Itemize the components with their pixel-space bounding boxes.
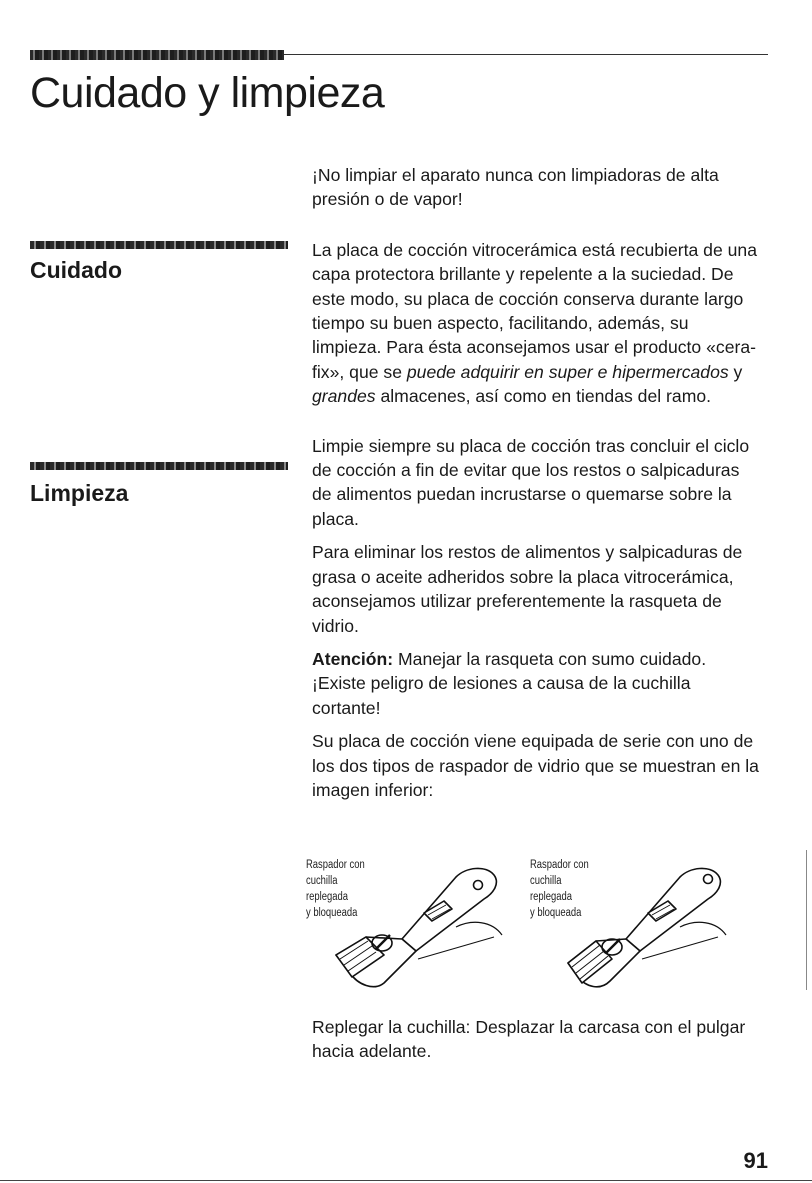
scraper-figure: [306, 855, 756, 1005]
scraper-label: Raspador con cuchilla replegada y bloqueada: [530, 859, 589, 919]
page-edge-line: [806, 850, 807, 990]
section-heading-cuidado: Cuidado: [30, 257, 122, 283]
section-bar-cuidado: [30, 241, 288, 249]
scraper-illustration: [530, 855, 750, 1005]
title-bar-decoration: [30, 50, 284, 60]
title-rule: [284, 54, 768, 55]
attention-label: Atención:: [312, 648, 394, 669]
limpieza-paragraph-4: Su placa de cocción viene equipada de serie con uno de los dos tipos de raspador de vidrio que se muestran en la imagen inferior:: [312, 731, 759, 800]
figure-caption: Replegar la cuchilla: Desplazar la carcasa con el pulgar hacia adelante.: [312, 1017, 746, 1062]
page-title: Cuidado y limpieza: [30, 69, 385, 117]
page-number: 91: [743, 1148, 768, 1173]
limpieza-paragraph-2: Para eliminar los restos de alimentos y salpicaduras de grasa o aceite adheridos sobre la placa vitrocerámica, aconsejamos utilizar preferentemente la rasqueta de vidrio.: [312, 542, 743, 636]
scraper-label: Raspador con cuchilla replegada y bloqueada: [306, 859, 365, 919]
intro-warning: ¡No limpiar el aparato nunca con limpiadoras de alta presión o de vapor!: [312, 165, 719, 210]
section-heading-limpieza: Limpieza: [30, 480, 129, 506]
cuidado-paragraph: La placa de cocción vitrocerámica está recubierta de una capa protectora brillante y repelente a la suciedad. De este modo, su placa de cocción conserva durante largo tiempo su buen aspecto, facilitando, además, su limpieza. Para ésta aconsejamos usar el producto «cera-fix», que se puede adquirir en super e hipermercados y grandes almacenes, así como en tiendas del ramo.: [312, 239, 757, 407]
section-bar-limpieza: [30, 462, 288, 470]
bottom-rule: [0, 1180, 812, 1181]
attention-paragraph: Atención: Manejar la rasqueta con sumo cuidado. ¡Existe peligro de lesiones a causa de la cuchilla cortante!: [312, 648, 707, 718]
limpieza-paragraph-1: Limpie siempre su placa de cocción tras concluir el ciclo de cocción a fin de evitar que los restos o salpicaduras de alimentos puedan incrustarse o quemarse sobre la placa.: [312, 435, 750, 529]
scraper-illustration: [306, 855, 526, 1005]
main-content: [312, 163, 762, 811]
